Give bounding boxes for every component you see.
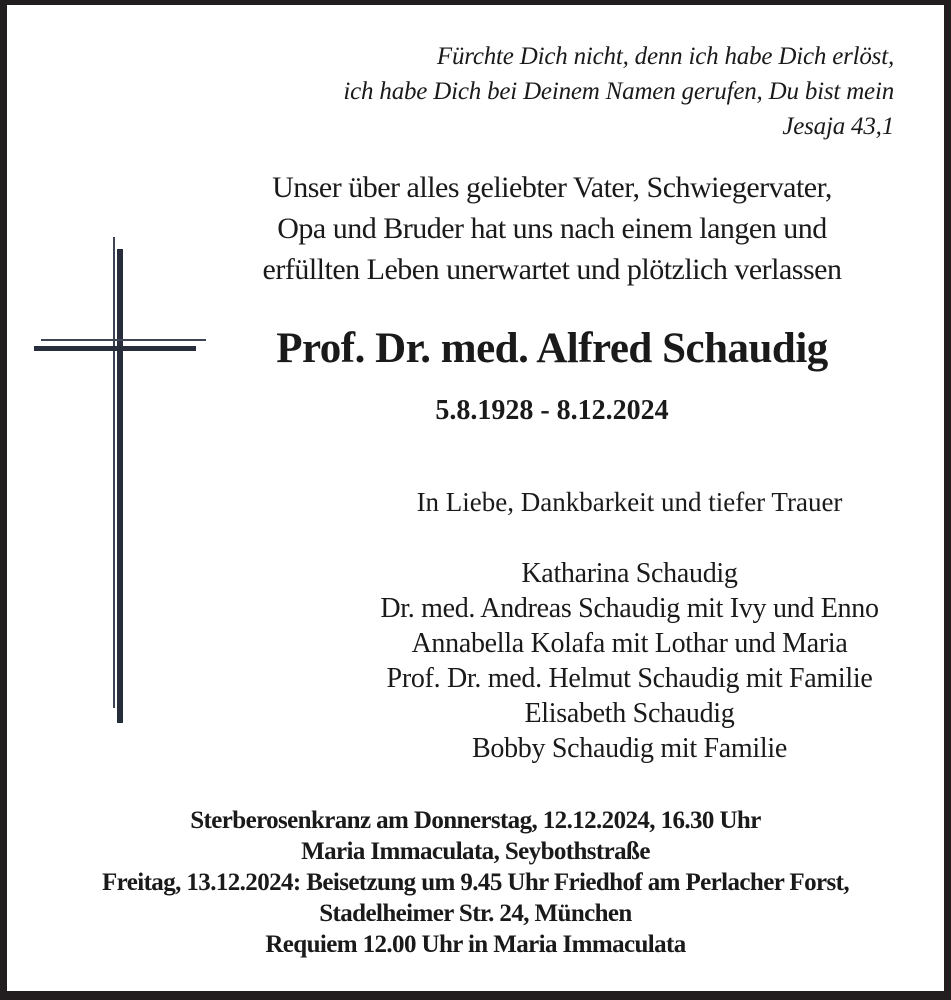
mourner-name: Katharina Schaudig [521,558,738,589]
service-line: Freitag, 13.12.2024: Beisetzung um 9.45 Uhr Friedhof am Perlacher Forst, [102,869,849,896]
service-line: Requiem 12.00 Uhr in Maria Immaculata [265,931,686,958]
scripture-reference: Jesaja 43,1 [782,113,894,140]
mourner-name: Elisabeth Schaudig [524,698,735,729]
service-line: Sterberosenkranz am Donnerstag, 12.12.2024, 16.30 Uhr [190,807,761,834]
cross-thick-horizontal-line [34,346,196,351]
scripture-quote-line: Fürchte Dich nicht, denn ich habe Dich erlöst, [436,43,894,70]
service-line: Maria Immaculata, Seybothstraße [301,838,650,865]
life-dates: 5.8.1928 - 8.12.2024 [435,395,669,426]
intro-line: Unser über alles geliebter Vater, Schwiegervater, [272,171,832,204]
mourner-name: Prof. Dr. med. Helmut Schaudig mit Familie [386,663,873,694]
service-line: Stadelheimer Str. 24, München [319,900,632,927]
cross-thin-horizontal-line [41,339,206,341]
mourners-list [357,556,902,766]
intro-line: Opa und Bruder hat uns nach einem langen und [277,212,827,245]
service-details [7,805,944,960]
mourner-name: Annabella Kolafa mit Lothar und Maria [411,628,848,659]
intro-text [207,167,897,290]
deceased-name: Prof. Dr. med. Alfred Schaudig [276,325,828,372]
mourner-name: Bobby Schaudig mit Familie [472,733,787,764]
cross-thin-vertical-line [113,237,115,708]
mourning-lead: In Liebe, Dankbarkeit und tiefer Trauer [416,487,843,517]
cross-thick-vertical-line [117,249,123,723]
intro-line: erfüllten Leben unerwartet und plötzlich verlassen [262,253,842,286]
mourner-name: Dr. med. Andreas Schaudig mit Ivy und Enno [380,593,879,624]
scripture-quote-line: ich habe Dich bei Deinem Namen gerufen, Du bist mein [343,78,894,105]
scripture-quote [343,39,894,144]
